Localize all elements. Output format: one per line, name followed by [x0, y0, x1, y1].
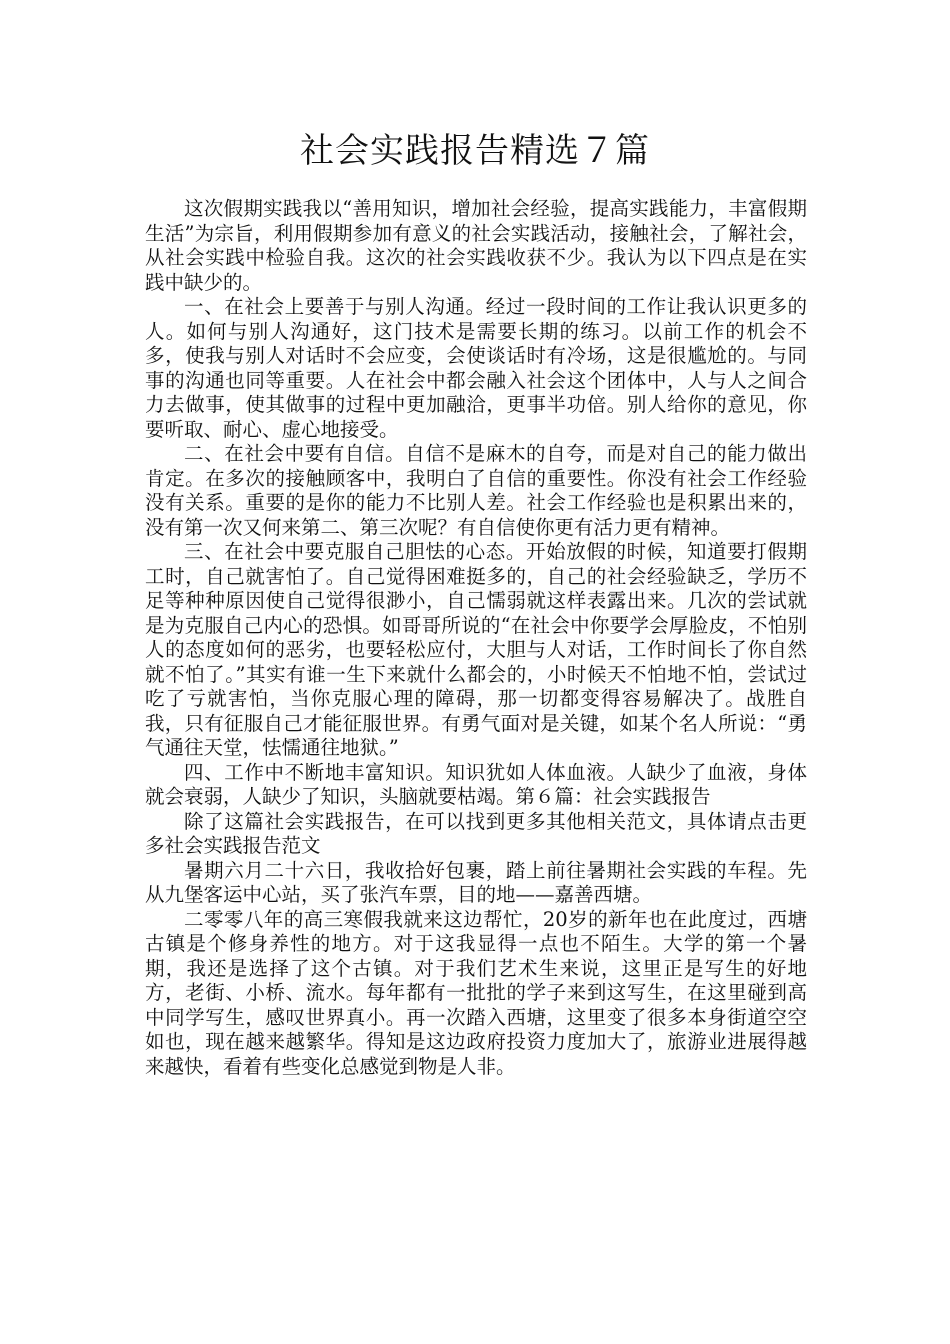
paragraph-point-three: 三、在社会中要克服自己胆怯的心态。开始放假的时候，知道要打假期工时，自己就害怕了。自己觉得困难挺多的，自己的社会经验缺乏，学历不足等种种原因使自己觉得很渺小，自己懦弱就这样表露出来。几次的尝试就是为克服自己内心的恐惧。如哥哥所说的“在社会中你要学会厚脸皮，不怕别人的态度如何的恶劣，也要轻松应付，大胆与人对话，工作时间长了你自然就不怕了。”其实有谁一生下来就什么都会的，小时候天不怕地不怕，尝试过吃了亏就害怕，当你克服心理的障碍，那一切都变得容易解决了。战胜自我，只有征服自己才能征服世界。有勇气面对是关键，如某个名人所说：“勇气通往天堂，怯懦通往地狱。”	[145, 540, 807, 759]
paragraph-xitang: 二零零八年的高三寒假我就来这边帮忙，20岁的新年也在此度过，西塘古镇是个修身养性的地方。对于这我显得一点也不陌生。大学的第一个暑期，我还是选择了这个古镇。对于我们艺术生来说，这里正是写生的好地方，老街、小桥、流水。每年都有一批批的学子来到这写生，在这里碰到高中同学写生，感叹世界真小。再一次踏入西塘，这里变了很多本身街道空空如也，现在越来越繁华。得知是这边政府投资力度加大了，旅游业进展得越来越快，看着有些变化总感觉到物是人非。	[145, 907, 807, 1078]
document-body	[145, 197, 807, 1079]
paragraph-point-four: 四、工作中不断地丰富知识。知识犹如人体血液。人缺少了血液，身体就会衰弱，人缺少了知识，头脑就要枯竭。第６篇：社会实践报告	[145, 760, 807, 808]
paragraph-point-two: 二、在社会中要有自信。自信不是麻木的自夸，而是对自己的能力做出肯定。在多次的接触顾客中，我明白了自信的重要性。你没有社会工作经验没有关系。重要的是你的能力不比别人差。社会工作经验也是积累出来的，没有第一次又何来第二、第三次呢？有自信使你更有活力更有精神。	[145, 442, 807, 539]
paragraph-more-samples: 除了这篇社会实践报告，在可以找到更多其他相关范文，具体请点击更多社会实践报告范文	[145, 809, 807, 857]
paragraph-journey: 暑期六月二十六日，我收拾好包裹，踏上前往暑期社会实践的车程。先从九堡客运中心站，买了张汽车票，目的地——嘉善西塘。	[145, 858, 807, 906]
paragraph-intro: 这次假期实践我以“善用知识，增加社会经验，提高实践能力，丰富假期生活”为宗旨，利用假期参加有意义的社会实践活动，接触社会，了解社会，从社会实践中检验自我。这次的社会实践收获不少。我认为以下四点是在实践中缺少的。	[145, 197, 807, 294]
document-title: 社会实践报告精选７篇	[300, 131, 650, 171]
paragraph-point-one: 一、在社会上要善于与别人沟通。经过一段时间的工作让我认识更多的人。如何与别人沟通好，这门技术是需要长期的练习。以前工作的机会不多，使我与别人对话时不会应变，会使谈话时有冷场，这是很尴尬的。与同事的沟通也同等重要。人在社会中都会融入社会这个团体中，人与人之间合力去做事，使其做事的过程中更加融洽，更事半功倍。别人给你的意见，你要听取、耐心、虚心地接受。	[145, 295, 807, 441]
